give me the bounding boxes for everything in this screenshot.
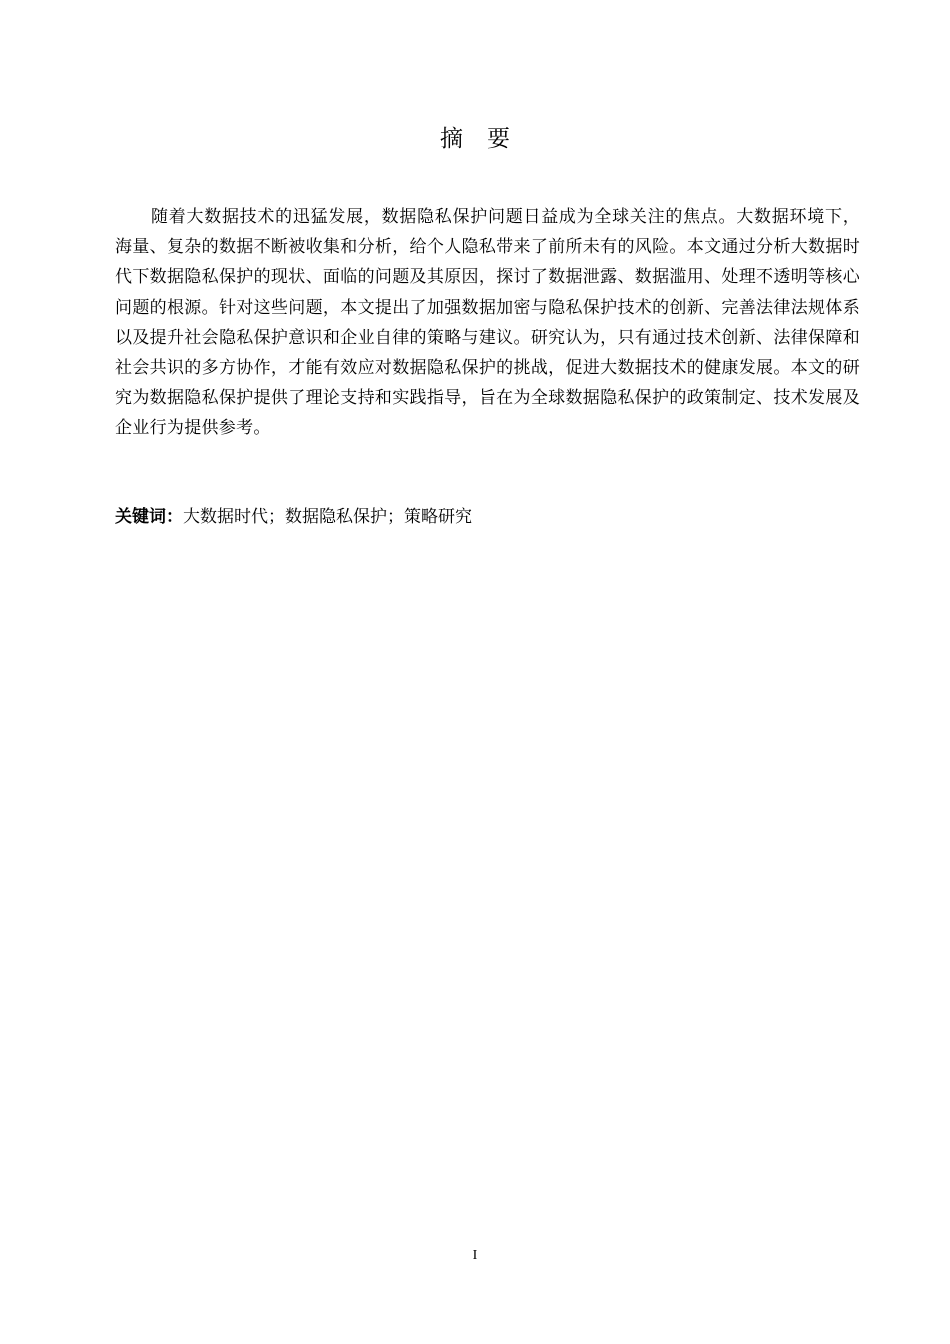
keywords-text: 大数据时代；数据隐私保护；策略研究 [183,507,472,527]
abstract-title: 摘要 [440,126,534,152]
abstract-body: 随着大数据技术的迅猛发展，数据隐私保护问题日益成为全球关注的焦点。大数据环境下，海量、复杂的数据不断被收集和分析，给个人隐私带来了前所未有的风险。本文通过分析大数据时代下数据隐私保护的现状、面临的问题及其原因，探讨了数据泄露、数据滥用、处理不透明等核心问题的根源。针对这些问题，本文提出了加强数据加密与隐私保护技术的创新、完善法律法规体系以及提升社会隐私保护意识和企业自律的策略与建议。研究认为，只有通过技术创新、法律保障和社会共识的多方协作，才能有效应对数据隐私保护的挑战，促进大数据技术的健康发展。本文的研究为数据隐私保护提供了理论支持和实践指导，旨在为全球数据隐私保护的政策制定、技术发展及企业行为提供参考。 [115,207,860,439]
keywords-label: 关键词： [115,507,183,527]
page-number: I [472,1248,478,1263]
keywords-line [115,502,860,532]
